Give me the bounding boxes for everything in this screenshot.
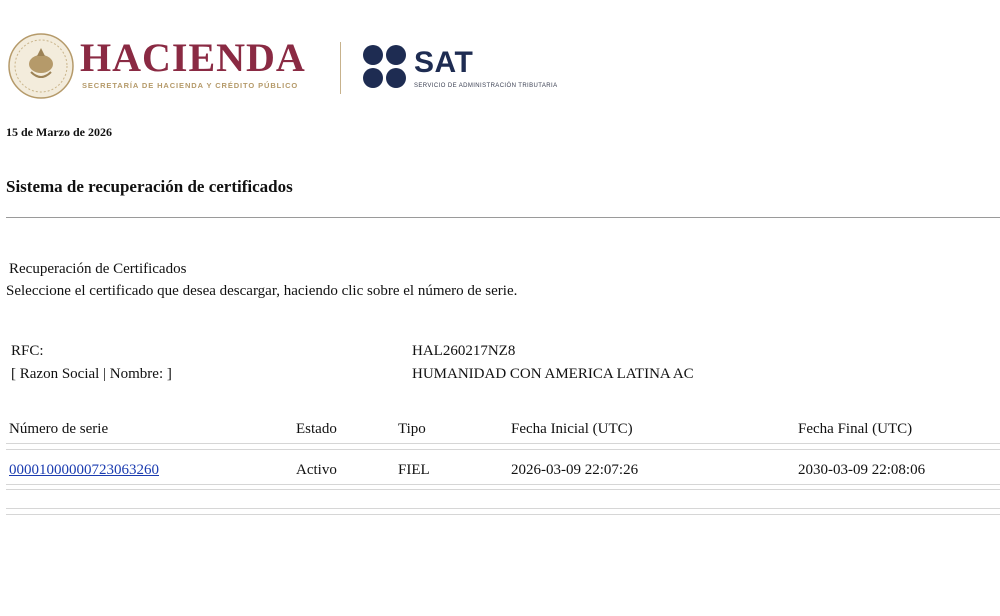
header-divider bbox=[6, 449, 1000, 450]
column-header-start-date: Fecha Inicial (UTC) bbox=[511, 421, 633, 437]
table-bottom-divider bbox=[6, 508, 1000, 509]
instructions-text: Seleccione el certificado que desea descargar, haciendo clic sobre el número de serie. bbox=[6, 283, 518, 299]
mexican-seal-icon bbox=[7, 32, 75, 100]
hacienda-logo-text: HACIENDA bbox=[80, 35, 306, 80]
section-title: Recuperación de Certificados bbox=[9, 261, 187, 277]
page-header bbox=[0, 0, 1000, 110]
name-value: HUMANIDAD CON AMERICA LATINA AC bbox=[412, 366, 694, 382]
start-date-cell: 2026-03-09 22:07:26 bbox=[511, 462, 639, 478]
page-title: Sistema de recuperación de certificados bbox=[6, 177, 293, 196]
column-header-serial: Número de serie bbox=[9, 421, 109, 437]
logo-divider bbox=[340, 42, 341, 94]
row-divider bbox=[6, 489, 1000, 490]
column-header-status: Estado bbox=[296, 421, 337, 437]
rfc-label: RFC: bbox=[11, 343, 44, 359]
column-header-type: Tipo bbox=[398, 421, 426, 437]
serial-number-link[interactable]: 00001000000723063260 bbox=[9, 462, 159, 478]
name-label: [ Razon Social | Nombre: ] bbox=[11, 366, 172, 382]
column-header-end-date: Fecha Final (UTC) bbox=[798, 421, 913, 437]
end-date-cell: 2030-03-09 22:08:06 bbox=[798, 462, 926, 478]
rfc-value: HAL260217NZ8 bbox=[412, 343, 516, 359]
status-cell: Activo bbox=[296, 462, 337, 478]
table-bottom-divider bbox=[6, 514, 1000, 515]
sat-subtitle: SERVICIO DE ADMINISTRACIÓN TRIBUTARIA bbox=[414, 83, 558, 89]
row-divider bbox=[6, 484, 1000, 485]
current-date: 15 de Marzo de 2026 bbox=[6, 125, 112, 139]
hacienda-subtitle: SECRETARÍA DE HACIENDA Y CRÉDITO PÚBLICO bbox=[82, 81, 299, 90]
sat-dots-icon bbox=[362, 44, 408, 90]
type-cell: FIEL bbox=[398, 462, 430, 478]
header-divider bbox=[6, 443, 1000, 444]
title-divider bbox=[6, 217, 1000, 218]
sat-logo-text: SAT bbox=[414, 46, 474, 79]
